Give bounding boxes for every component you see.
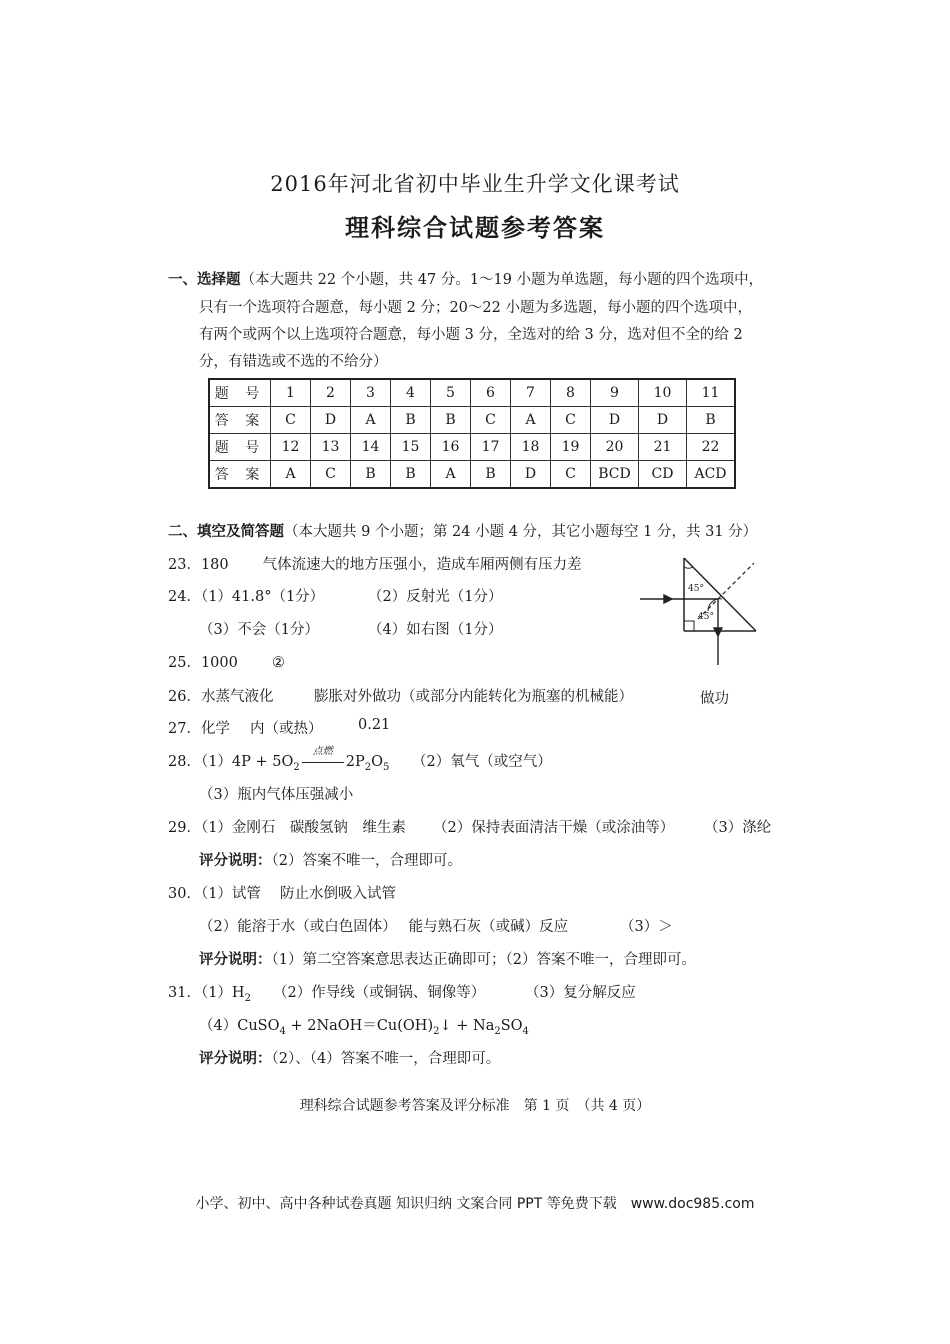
- table-cell: C: [271, 407, 311, 434]
- table-cell: B: [687, 407, 736, 434]
- watermark-text: 小学、初中、高中各种试卷真题 知识归纳 文案合同 PPT 等免费下载 www.doc985.com: [195, 1196, 755, 1212]
- arrow-icon: [664, 595, 672, 603]
- q25: [168, 651, 285, 672]
- angle-arc-bottom: [708, 599, 722, 611]
- angle-label-bottom: 45°: [698, 612, 714, 622]
- table-cell: 12: [271, 434, 311, 461]
- table-cell: CD: [639, 461, 687, 489]
- note-text: （2）、（4）答案不唯一，合理即可。: [271, 1051, 501, 1067]
- q24-c: （3）不会（1分）: [199, 622, 319, 638]
- table-cell: 11: [687, 379, 736, 407]
- note-label: 评分说明：: [199, 852, 272, 869]
- section1-desc-3: 有两个或两个以上选项符合题意，每小题 3 分，全选对的给 3 分，选对但不全的给 2: [199, 327, 743, 343]
- q30-c: （3）＞: [620, 919, 673, 935]
- table-cell: A: [351, 407, 391, 434]
- table-cell: 1: [271, 379, 311, 407]
- table-cell: B: [351, 461, 391, 489]
- q28-2: （2）氧气（或空气）: [412, 754, 552, 770]
- table-cell: 4: [391, 379, 431, 407]
- table-cell: B: [391, 461, 431, 489]
- q24-b: （2）反射光（1分）: [368, 589, 503, 605]
- q28-1: [168, 746, 390, 773]
- table-cell: 20: [591, 434, 639, 461]
- table-cell: C: [551, 407, 591, 434]
- table-cell: 17: [471, 434, 511, 461]
- table-cell: 3: [351, 379, 391, 407]
- table-cell: 16: [431, 434, 471, 461]
- note-label: 评分说明：: [199, 951, 272, 968]
- q26-b: 膨胀对外做功（或部分内能转化为瓶塞的机械能）: [314, 689, 633, 705]
- q31-c: （3）复分解反应: [525, 985, 636, 1001]
- table-cell: C: [311, 461, 351, 489]
- q24-d: （4）如右图（1分）: [368, 622, 503, 638]
- table-cell: 19: [551, 434, 591, 461]
- q31-a-text: 31．（1）H: [168, 985, 245, 1001]
- section1-desc-2: 只有一个选项符合题意，每小题 2 分；20～22 小题为多选题，每小题的四个选项中，: [199, 300, 752, 316]
- table-cell: 8: [551, 379, 591, 407]
- section2-heading: 二、填空及简答题: [168, 523, 284, 540]
- table-cell: D: [311, 407, 351, 434]
- row-label: 题 号: [209, 434, 271, 461]
- q27-b: 内（或热）: [250, 721, 323, 737]
- q28-sub: 5: [383, 761, 390, 773]
- q28-sub: 2: [364, 761, 372, 773]
- row-label: 答 案: [209, 461, 271, 489]
- q31-d-text: （4）CuSO: [199, 1018, 280, 1034]
- table-row: [209, 434, 735, 461]
- normal-line: [698, 563, 754, 619]
- q30-b: （2）能溶于水（或白色固体） 能与熟石灰（或碱）反应: [199, 919, 569, 935]
- table-cell: D: [639, 407, 687, 434]
- q31-d-mid: + 2NaOH＝Cu(OH): [285, 1018, 434, 1034]
- section1-heading: 一、选择题: [168, 271, 241, 288]
- note-label: 评分说明：: [199, 1050, 272, 1067]
- section1-line-1: [168, 268, 763, 289]
- q30-note: [199, 948, 696, 969]
- q31-note: [199, 1047, 500, 1068]
- table-cell: BCD: [591, 461, 639, 489]
- angle-arc-top: [684, 567, 693, 568]
- table-cell: D: [511, 461, 551, 489]
- q23: [168, 553, 582, 574]
- q28-3: （3）瓶内气体压强减小: [199, 787, 354, 803]
- q28-product-o: O: [371, 754, 384, 770]
- table-cell: 14: [351, 434, 391, 461]
- q29-b: （2）保持表面清洁干燥（或涂油等）: [433, 820, 675, 836]
- table-cell: 15: [391, 434, 431, 461]
- section2-line: [168, 520, 757, 541]
- table-row: [209, 461, 735, 489]
- q28-sub: 2: [293, 761, 300, 773]
- q23-num: 23．180: [168, 557, 229, 573]
- q31-sub: 2: [494, 1025, 501, 1037]
- table-cell: 6: [471, 379, 511, 407]
- table-cell: 7: [511, 379, 551, 407]
- q31-d-end: ↓ + Na: [439, 1018, 495, 1034]
- section2-desc: （本大题共 9 个小题；第 24 小题 4 分，其它小题每空 1 分，共 31 分）: [284, 524, 758, 540]
- q31-b: （2）作导线（或铜锅、铜像等）: [273, 985, 486, 1001]
- q31-so: SO: [500, 1018, 523, 1034]
- table-cell: 9: [591, 379, 639, 407]
- q29-a: 29．（1）金刚石 碳酸氢钠 维生素: [168, 820, 406, 836]
- table-cell: 22: [687, 434, 736, 461]
- q29-note: [199, 849, 462, 870]
- q30-a: 30．（1）试管 防止水倒吸入试管: [168, 886, 397, 902]
- table-row: [209, 407, 735, 434]
- q31-d: [199, 1014, 529, 1037]
- table-cell: B: [471, 461, 511, 489]
- note-text: （1）第二空答案意思表达正确即可；（2）答案不唯一，合理即可。: [271, 952, 696, 968]
- table-cell: 5: [431, 379, 471, 407]
- table-cell: A: [271, 461, 311, 489]
- table-cell: 18: [511, 434, 551, 461]
- table-cell: ACD: [687, 461, 736, 489]
- page-subtitle: 理科综合试题参考答案: [345, 214, 605, 242]
- table-cell: 21: [639, 434, 687, 461]
- angle-label-top: 45°: [688, 584, 704, 594]
- table-cell: C: [551, 461, 591, 489]
- table-cell: A: [431, 461, 471, 489]
- q25-text: ②: [271, 655, 285, 671]
- page-footer: 理科综合试题参考答案及评分标准 第 1 页 （共 4 页）: [299, 1098, 651, 1114]
- q26-c: 做功: [700, 691, 729, 707]
- section1-desc-1: （本大题共 22 个小题，共 47 分。1～19 小题为单选题，每小题的四个选项中，: [240, 272, 764, 288]
- prism-hypotenuse: [684, 558, 756, 631]
- row-label: 答 案: [209, 407, 271, 434]
- q28-condition: [302, 746, 344, 770]
- table-cell: 2: [311, 379, 351, 407]
- q28-product: 2P: [345, 754, 365, 770]
- q25-num: 25．1000: [168, 655, 238, 671]
- table-cell: B: [431, 407, 471, 434]
- q28-eq-pre: 28．（1）4P + 5O: [168, 754, 294, 770]
- q31-sub: 2: [433, 1025, 440, 1037]
- section1-desc-4: 分，有错选或不选的不给分）: [199, 354, 388, 370]
- q27-c: 0.21: [358, 717, 391, 733]
- q24-a: 24．（1）41.8°（1分）: [168, 589, 325, 605]
- q31-a: [168, 981, 251, 1004]
- table-cell: C: [471, 407, 511, 434]
- table-cell: D: [591, 407, 639, 434]
- q28-condition-label: 点燃: [312, 746, 333, 757]
- q26-a: 26．水蒸气液化: [168, 689, 274, 705]
- q31-sub: 4: [279, 1025, 286, 1037]
- answer-table: [208, 378, 736, 489]
- q27-a: 27．化学: [168, 721, 230, 737]
- table-cell: 10: [639, 379, 687, 407]
- table-cell: 13: [311, 434, 351, 461]
- right-angle-mark: [684, 621, 694, 631]
- q23-text: 气体流速大的地方压强小，造成车厢两侧有压力差: [262, 557, 582, 573]
- q31-sub: 4: [522, 1025, 529, 1037]
- arrow-icon: [714, 628, 722, 636]
- table-row: [209, 379, 735, 407]
- optics-diagram: [636, 553, 761, 668]
- table-cell: B: [391, 407, 431, 434]
- table-cell: A: [511, 407, 551, 434]
- q31-sub: 2: [244, 992, 251, 1004]
- row-label: 题 号: [209, 379, 271, 407]
- page-title: 2016年河北省初中毕业生升学文化课考试: [270, 172, 680, 196]
- note-text: （2）答案不唯一，合理即可。: [271, 853, 462, 869]
- q29-c: （3）涤纶: [704, 820, 772, 836]
